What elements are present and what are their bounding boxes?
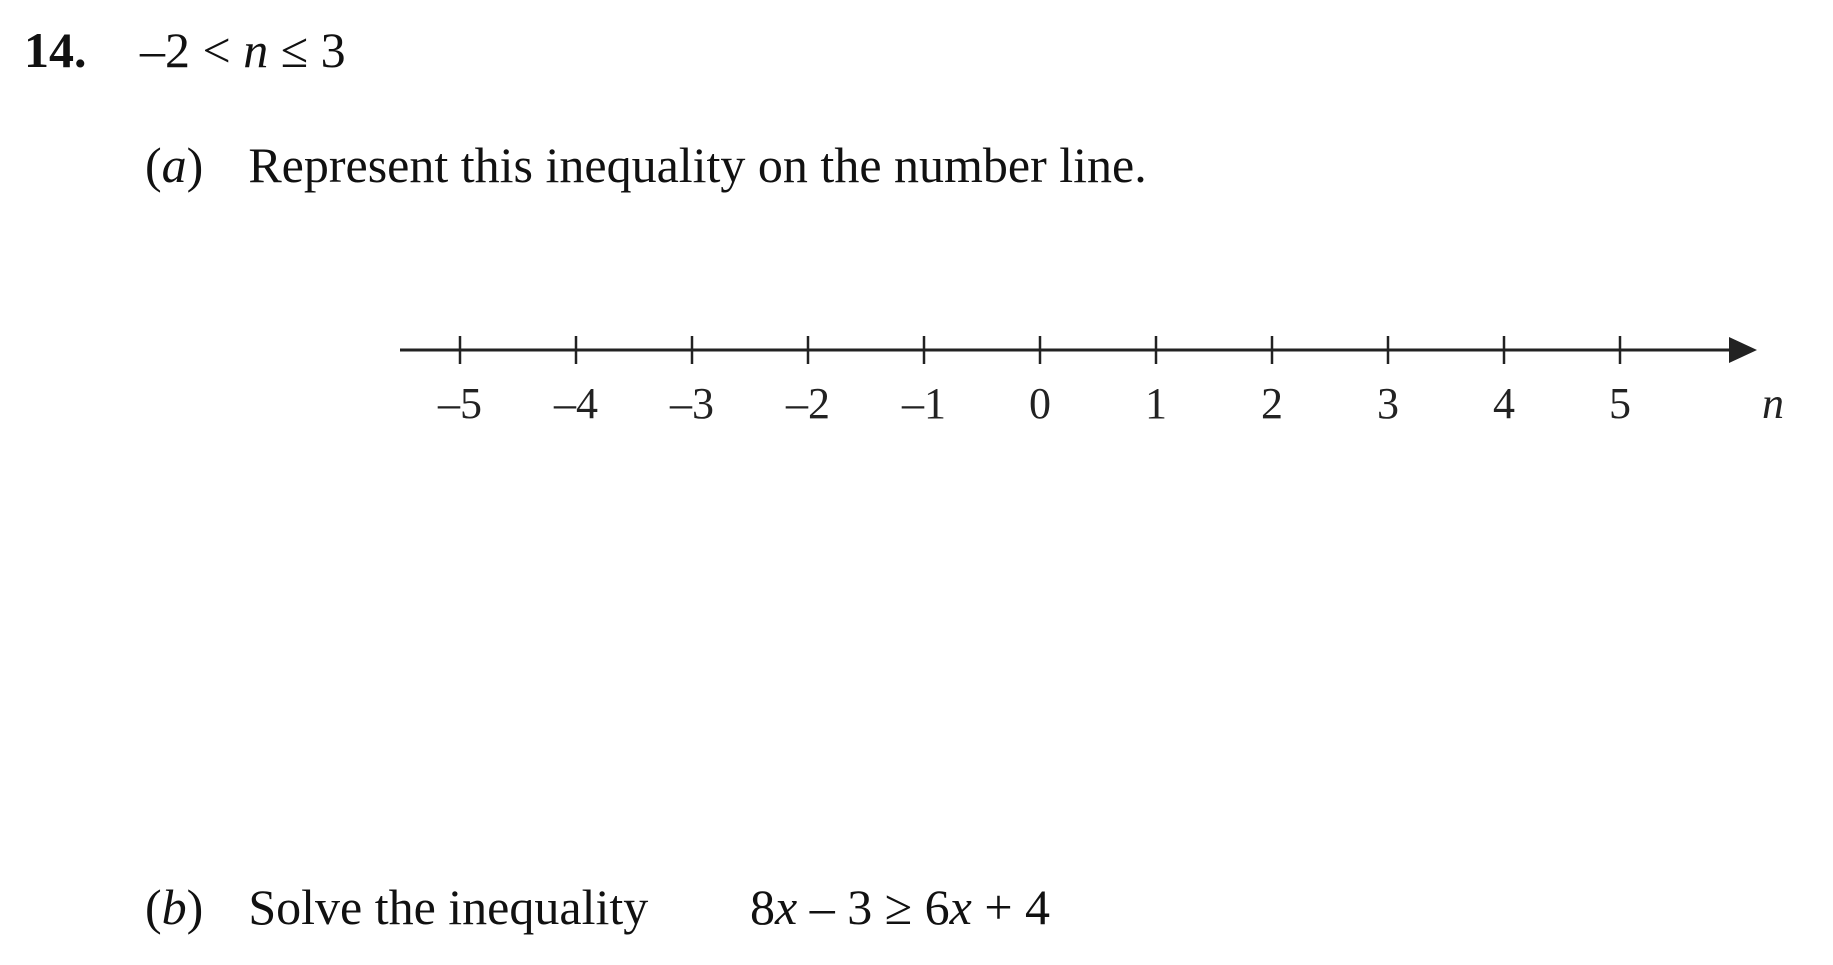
tick-label: –5 [438, 379, 482, 428]
inequality-variable: n [243, 22, 269, 78]
question-number: 14. [24, 22, 87, 78]
part-b [145, 877, 648, 937]
part-b-label: (b) [145, 879, 204, 935]
part-a-text: Represent this inequality on the number line. [248, 137, 1147, 193]
inequality-left: –2 < [140, 22, 231, 78]
tick-label: –1 [902, 379, 946, 428]
number-line-axis [400, 336, 1784, 428]
tick-label: –2 [786, 379, 830, 428]
tick-label: 0 [1029, 379, 1051, 428]
tick-label: 2 [1261, 379, 1283, 428]
part-b-text: Solve the inequality [248, 879, 649, 935]
tick-label: –4 [554, 379, 598, 428]
axis-variable-label: n [1762, 379, 1784, 428]
tick-label: 4 [1493, 379, 1515, 428]
part-a-label: (a) [145, 137, 204, 193]
inequality-right: ≤ 3 [280, 22, 346, 78]
tick-label: –3 [670, 379, 714, 428]
tick-label: 3 [1377, 379, 1399, 428]
tick-label: 5 [1609, 379, 1631, 428]
tick-label: 1 [1145, 379, 1167, 428]
part-b-equation: 8x – 3 ≥ 6x + 4 [750, 879, 1051, 935]
axis-arrowhead [1729, 337, 1757, 363]
